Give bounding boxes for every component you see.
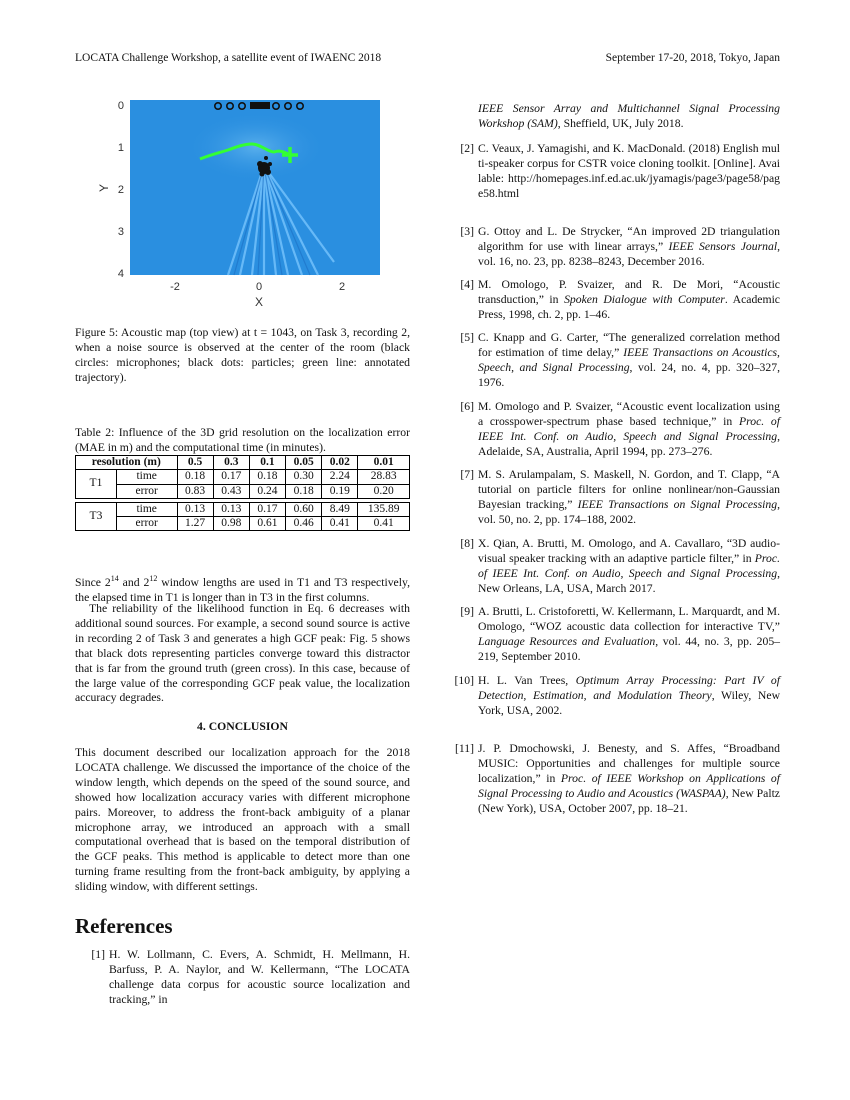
reference-item: [7] M. S. Arulampalam, S. Maskell, N. Gordon, and T. Clapp, “A tutorial on particle filters for online nonlinear/non-Gaussian Bayesian tracking,” IEEE Transactions on Signal Processing, vol. 50, no. 2, pp. 174–188, 2002.: [460, 468, 780, 526]
y-axis-ticks: [118, 100, 124, 280]
value-cell: 0.46: [286, 517, 322, 531]
x-axis-label: X: [254, 295, 264, 309]
metric-cell: error: [116, 484, 177, 498]
y-tick-2: 2: [117, 184, 124, 196]
x-tick-2: 2: [338, 281, 346, 293]
x-tick-0: 0: [255, 281, 263, 293]
running-header-right: September 17-20, 2018, Tokyo, Japan: [605, 52, 780, 64]
y-tick-3: 3: [117, 226, 124, 238]
value-cell: 0.24: [249, 484, 285, 498]
acoustic-map-figure: [78, 92, 408, 314]
reference-item: [11] J. P. Dmochowski, J. Benesty, and S. Affes, “Broadband MUSIC: Opportunities and challenges for multiple source localization,” in Proc. of IEEE Workshop on Applications of Signal Processing to Audio and Acoustics (WASPAA), New Paltz (New York), USA, October 2007, pp. 18–21.: [454, 742, 781, 815]
value-cell: 0.61: [249, 517, 285, 531]
x-axis-ticks: [170, 281, 345, 293]
value-cell: 28.83: [358, 470, 410, 484]
y-tick-1: 1: [117, 142, 124, 154]
y-axis-label: Y: [97, 183, 111, 193]
header-resolution: resolution (m): [76, 456, 178, 470]
value-cell: 0.30: [286, 470, 322, 484]
reference-item: [10] H. L. Van Trees, Optimum Array Processing: Part IV of Detection, Estimation, and Modulation Theory, Wiley, New York, USA, 2002.: [454, 674, 781, 717]
task-cell: T1: [76, 470, 117, 499]
reference-item: [6] M. Omologo and P. Svaizer, “Acoustic event localization using a crosspower-spectrum phase based technique,” in Proc. of IEEE Int. Conf. on Audio, Speech and Signal Processing, Adelaide, SA, Australia, April 1994, pp. 273–276.: [460, 400, 780, 458]
header-col: 0.01: [358, 456, 410, 470]
y-tick-0: 0: [117, 100, 124, 112]
reference-item: [5] C. Knapp and G. Carter, “The generalized correlation method for estimation of time delay,” IEEE Transactions on Acoustics, Speech, and Signal Processing, vol. 24, no. 4, pp. 320–327, 1976.: [460, 331, 780, 389]
value-cell: 0.18: [177, 470, 213, 484]
figure-caption: Figure 5: Acoustic map (top view) at t = 1043, on Task 3, recording 2, when a noise source is observed at the center of the room (black circles: microphones; black dots: particles; green line: annotated trajectory).: [75, 326, 410, 384]
value-cell: 0.17: [249, 502, 285, 516]
header-col: 0.1: [249, 456, 285, 470]
value-cell: 0.13: [177, 502, 213, 516]
reference-item: [9] A. Brutti, L. Cristoforetti, W. Kellermann, L. Marquardt, and M. Omologo, “WOZ acoustic data collection for interactive TV,” Language Resources and Evaluation, vol. 44, no. 3, pp. 205–219, September 2010.: [460, 605, 781, 663]
reference-item: [1] H. W. Lollmann, C. Evers, A. Schmidt, H. Mellmann, H. Barfuss, P. A. Naylor, and W. Kellermann, “The LOCATA challenge data corpus for acoustic source localization and tracking,” in: [91, 948, 410, 1006]
value-cell: 2.24: [322, 470, 358, 484]
table-row: [76, 517, 410, 531]
table-row: [76, 502, 410, 516]
y-tick-4: 4: [117, 268, 124, 280]
reference-item: [4] M. Omologo, P. Svaizer, and R. De Mori, “Acoustic transduction,” in Spoken Dialogue with Computer. Academic Press, 1998, ch. 2, pp. 1–46.: [460, 278, 780, 321]
reference-item: [3] G. Ottoy and L. De Strycker, “An improved 2D triangulation algorithm for use with linear arrays,” IEEE Sensors Journal, vol. 16, no. 23, pp. 8238–8243, December 2016.: [460, 225, 780, 268]
value-cell: 0.18: [286, 484, 322, 498]
value-cell: 0.20: [358, 484, 410, 498]
header-col: 0.5: [177, 456, 213, 470]
value-cell: 0.17: [213, 470, 249, 484]
value-cell: 0.60: [286, 502, 322, 516]
value-cell: 1.27: [177, 517, 213, 531]
metric-cell: error: [116, 517, 177, 531]
section-title-conclusion: 4. CONCLUSION: [197, 720, 288, 733]
header-col: 0.05: [286, 456, 322, 470]
running-header-left: LOCATA Challenge Workshop, a satellite event of IWAENC 2018: [75, 52, 382, 64]
table-header-row: [76, 456, 410, 470]
task-cell: T3: [76, 502, 117, 531]
header-col: 0.02: [322, 456, 358, 470]
reference-item: [8] X. Qian, A. Brutti, M. Omologo, and A. Cavallaro, “3D audio-visual speaker tracking with an adaptive particle filter,” in Proc. of IEEE Int. Conf. on Audio, Speech and Signal Processing, New Orleans, LA, USA, March 2017.: [460, 537, 780, 595]
grid-resolution-table: [75, 455, 410, 531]
reference-item-continued: IEEE Sensor Array and Multichannel Signal Processing Workshop (SAM), Sheffield, UK, July 2018.: [478, 102, 780, 130]
metric-cell: time: [116, 502, 177, 516]
value-cell: 8.49: [322, 502, 358, 516]
value-cell: 135.89: [358, 502, 410, 516]
value-cell: 0.98: [213, 517, 249, 531]
value-cell: 0.43: [213, 484, 249, 498]
value-cell: 0.41: [322, 517, 358, 531]
metric-cell: time: [116, 470, 177, 484]
value-cell: 0.13: [213, 502, 249, 516]
table-caption: Table 2: Influence of the 3D grid resolution on the localization error (MAE in m) and the computational time (in minutes).: [75, 426, 410, 454]
table-row: [76, 484, 410, 498]
value-cell: 0.18: [249, 470, 285, 484]
paragraph-conclusion: This document described our localization approach for the 2018 LOCATA challenge. We discussed the importance of the choice of the window length, which depends on the speed of the sound source, and showed how localization accuracy varies with different microphone pairs. Moreover, to address the front-back ambiguity of a planar microphone array, we introduced an approach with a small computational overhead that is based on the temporal distribution of the GCF peaks. This method is applicable to detect more than one turning frame resulting from the front-back ambiguity, by applying a sliding window, with different settings.: [75, 746, 410, 894]
value-cell: 0.83: [177, 484, 213, 498]
x-tick-neg2: -2: [170, 281, 180, 293]
value-cell: 0.19: [322, 484, 358, 498]
reference-item: [2] C. Veaux, J. Yamagishi, and K. MacDonald. (2018) English multi-speaker corpus for CSTR voice cloning toolkit. [Online]. Available: http://homepages.inf.ed.ac.uk/jyamagis/page3/page58/page58.html: [460, 142, 780, 200]
paragraph-likelihood: The reliability of the likelihood function in Eq. 6 decreases with additional sound sources. For example, a second sound source is active in recording 2 of Task 3 and generates a high GCF peak: Fig. 5 shows that black dots representing particles converge toward this distractor that is far from the ground truth (green cross). In this case, because of the large value of the corresponding GCF peak value, the localization accuracy degrades.: [75, 602, 410, 705]
table-row: [76, 470, 410, 484]
value-cell: 0.41: [358, 517, 410, 531]
paragraph-elapsed-time: Since $2^{14}$ and $2^{12}$ window lengths are used in T1 and T3 respectively, the elapsed time in T1 is longer than in T3 in the first columns.: [75, 574, 411, 604]
header-col: 0.3: [213, 456, 249, 470]
references-heading: References: [75, 914, 173, 938]
